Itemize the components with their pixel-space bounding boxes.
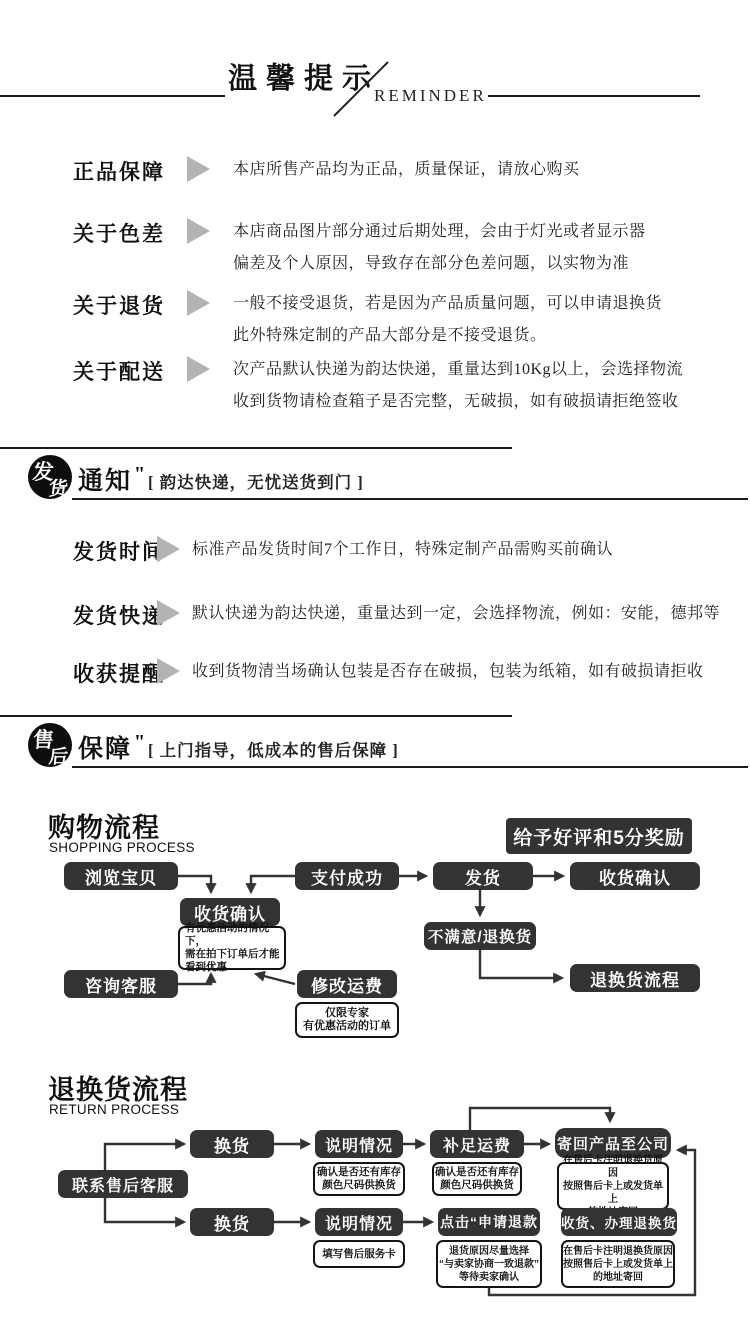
- band-line-top: [0, 715, 512, 717]
- flow-node-unsatisfied: 不满意/退换货: [424, 922, 536, 950]
- flow-node-explain1: 说明情况: [315, 1130, 403, 1158]
- flow-node-consult: 咨询客服: [64, 970, 178, 998]
- shipping-notice-band: [0, 447, 750, 505]
- triangle-bullet-icon: [157, 600, 180, 626]
- flow-note-receive: 在售后卡注明退换货原因 按照售后卡上或发货单上 的地址寄回: [561, 1240, 675, 1288]
- page-subtitle: REMINDER: [374, 86, 487, 105]
- notice-label: 正品保障: [73, 160, 165, 184]
- shipping-row-courier: [0, 600, 750, 650]
- triangle-bullet-icon: [157, 658, 180, 684]
- band-title: 保障 ": [78, 731, 146, 763]
- notice-row-authentic: [0, 156, 750, 216]
- shipping-row-receive: [0, 658, 750, 708]
- band-tagline: [ 上门指导，低成本的售后保障 ]: [148, 741, 399, 760]
- flow-node-sendback: 寄回产品至公司: [555, 1128, 671, 1158]
- triangle-bullet-icon: [187, 156, 210, 182]
- flow-node-pay: 支付成功: [295, 862, 399, 890]
- header-line-right: [488, 95, 700, 97]
- notice-label: 关于退货: [73, 294, 165, 318]
- flow-note-refund-reason: 退货原因尽量选择 “与卖家协商一致退款” 等待卖家确认: [436, 1240, 542, 1288]
- triangle-bullet-icon: [187, 218, 210, 244]
- band-title: 通知 ": [78, 463, 146, 495]
- flow-note-sendback: 在售后卡注明退换货原因 按照售后卡上或发货单上: [557, 1162, 669, 1210]
- shipping-text: 收到货物清当场确认包装是否存在破损，包装为纸箱，如有破损请拒收: [192, 663, 704, 680]
- page-title: 温馨提示: [228, 63, 381, 95]
- notice-label: 关于色差: [73, 222, 165, 246]
- reward-badge: 给予好评和5分奖励: [506, 818, 692, 854]
- header-line-left: [0, 95, 225, 97]
- flow-node-fee: 补足运费: [430, 1130, 524, 1158]
- band-tagline: [ 韵达快递，无忧送货到门 ]: [148, 473, 364, 492]
- flow-note-stock2: 确认是否还有库存 颜色尺码供换货: [432, 1162, 522, 1196]
- shipping-text: 默认快递为韵达快递，重量达到一定，会选择物流，例如：安能，德邦等: [192, 605, 721, 622]
- notice-text: 本店所售产品均为正品，质量保证，请放心购买: [233, 161, 580, 178]
- shopping-flow-subtitle: SHOPPING PROCESS: [49, 840, 195, 855]
- band-line-bottom: [72, 766, 748, 768]
- return-flow-subtitle: RETURN PROCESS: [49, 1102, 180, 1117]
- shipping-label: 发货时间: [73, 540, 165, 564]
- flow-node-refund: 点击“申请退款: [438, 1208, 540, 1236]
- shipping-label: 发货快递: [73, 604, 165, 628]
- flow-node-exchange2: 换货: [190, 1208, 274, 1236]
- notice-row-color: [0, 218, 750, 298]
- shopping-flowchart: [0, 800, 750, 1055]
- shopping-flow-title: 购物流程: [48, 813, 160, 843]
- flow-node-return-entry: 退换货流程: [570, 964, 700, 992]
- return-flowchart: [0, 1065, 750, 1340]
- triangle-bullet-icon: [187, 356, 210, 382]
- notice-row-delivery: [0, 356, 750, 436]
- notice-text: 次产品默认快递为韵达快递，重量达到10Kg以上，会选择物流 收到货物请检查箱子是否完整，无破损，如有破损请拒绝签收: [233, 361, 684, 410]
- shipping-row-time: [0, 536, 750, 586]
- flow-node-contact: 联系售后客服: [58, 1170, 188, 1198]
- flow-node-modify-fee: 修改运费: [297, 970, 397, 998]
- flow-node-ship: 发货: [433, 862, 533, 890]
- flow-node-confirm: 收货确认: [570, 862, 700, 890]
- aftersale-band: [0, 715, 750, 773]
- band-line-top: [0, 447, 512, 449]
- flow-note-fee: 仅限专家 有优惠活动的订单: [295, 1002, 399, 1038]
- shipping-text: 标准产品发货时间7个工作日，特殊定制产品需购买前确认: [192, 541, 614, 558]
- flow-node-browse: 浏览宝贝: [64, 862, 178, 890]
- band-line-bottom: [72, 498, 748, 500]
- notice-text: 本店商品图片部分通过后期处理，会由于灯光或者显示器 偏差及个人原因，导致存在部分色差问题，以实物为准: [233, 223, 646, 272]
- flow-node-confirm2: 收货确认: [180, 898, 280, 926]
- notice-text: 一般不接受退货，若是因为产品质量问题，可以申请退换货 此外特殊定制的产品大部分是不接受退货。: [233, 295, 663, 344]
- notice-label: 关于配送: [73, 360, 165, 384]
- return-flow-title: 退换货流程: [48, 1075, 188, 1105]
- shipping-label: 收获提醒: [73, 662, 165, 686]
- flow-node-receive: 收货、办理退换货: [561, 1208, 677, 1236]
- flow-note-stock1: 确认是否还有库存 颜色尺码供换货: [313, 1162, 405, 1196]
- shipping-badge-icon: 发 货: [28, 455, 72, 499]
- flow-note-service-card: 填写售后服务卡: [313, 1240, 405, 1268]
- flow-note-discount: 有优惠活动的情况下， 需在拍下订单后才能 看到优惠: [178, 926, 286, 970]
- triangle-bullet-icon: [157, 536, 180, 562]
- flow-node-explain2: 说明情况: [315, 1208, 403, 1236]
- triangle-bullet-icon: [187, 290, 210, 316]
- flow-node-exchange1: 换货: [190, 1130, 274, 1158]
- aftersale-badge-icon: 售 后: [28, 723, 72, 767]
